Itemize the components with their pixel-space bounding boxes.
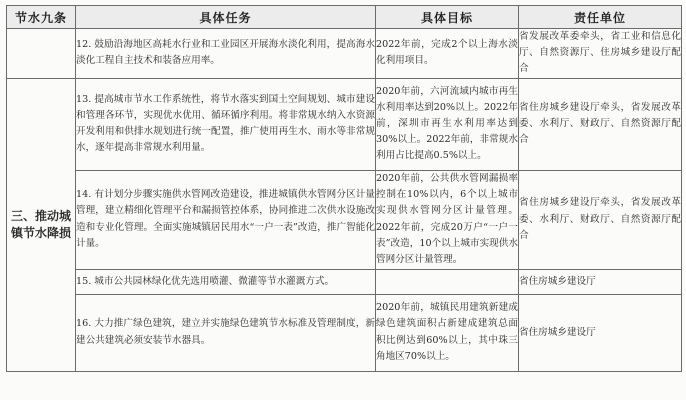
task-cell: 14. 有计划分步骤实施供水管网改造建设，推进城镇供水管网分区计量管理，建立精细化管理平台和漏损管控体系，协同推进二次供水设施改造和专业化管理。全面实施城镇居民用水“一户一表”改造，推广智能化计量。: [76, 170, 376, 269]
header-category: 节水九条: [7, 6, 76, 29]
table-row: [7, 29, 682, 79]
task-cell: 16. 大力推广绿色建筑，建立并实施绿色建筑节水标准及管理制度，新建公共建筑必须安装节水器具。: [76, 294, 376, 371]
task-cell: 13. 提高城市节水工作系统性，将节水落实到国土空间规划、城市建设和管理各环节，实现优水优用、循环循序利用。将非常规水纳入水资源开发利用和供排水规划进行统一配置，推广使用再生水、雨水等非常规水，逐年提高非常规水利用量。: [76, 78, 376, 170]
task-cell: 15. 城市公共园林绿化优先选用喷灌、微灌等节水灌溉方式。: [76, 269, 376, 294]
category-cell: 三、推动城镇节水降损: [7, 78, 76, 371]
goal-cell: 2020年前，六河流域内城市再生水利用率达到20%以上。2022年前，深圳市再生水利用率达到30%以上。2022年前，非常规水利用占比提高0.5%以上。: [376, 78, 519, 170]
table-row: [7, 269, 682, 294]
header-goal: 具体目标: [376, 6, 519, 29]
goal-cell: [376, 269, 519, 294]
goal-cell: 2020年前，公共供水管网漏损率控制在10%以内，6个以上城市实现供水管网分区计量管理。2022年前，完成20万户“一户一表”改造，10个以上城市实现供水管网分区计量管理。: [376, 170, 519, 269]
water-saving-task-table: [6, 5, 682, 372]
table-row: [7, 170, 682, 269]
table-row: [7, 294, 682, 371]
task-cell: 12. 鼓励沿海地区高耗水行业和工业园区开展海水淡化利用，提高海水淡化工程自主技术和装备应用率。: [76, 29, 376, 79]
unit-cell: 省住房城乡建设厅牵头，省发展改革委、水利厅、财政厅、自然资源厅配合: [519, 170, 682, 269]
header-unit: 责任单位: [519, 6, 682, 29]
goal-cell: 2020年前，城镇民用建筑新建成绿色建筑面积占新建成建筑总面积比例达到60%以上，其中珠三角地区70%以上。: [376, 294, 519, 371]
category-cell-empty: [7, 29, 76, 79]
unit-cell: 省发展改革委牵头，省工业和信息化厅、自然资源厅、住房城乡建设厅配合: [519, 29, 682, 79]
unit-cell: 省住房城乡建设厅牵头，省发展改革委、水利厅、财政厅、自然资源厅配合: [519, 78, 682, 170]
unit-cell: 省住房城乡建设厅: [519, 269, 682, 294]
table-header-row: [7, 6, 682, 29]
header-task: 具体任务: [76, 6, 376, 29]
goal-cell: 2022年前，完成2个以上海水淡化利用项目。: [376, 29, 519, 79]
table-row: [7, 78, 682, 170]
unit-cell: 省住房城乡建设厅: [519, 294, 682, 371]
